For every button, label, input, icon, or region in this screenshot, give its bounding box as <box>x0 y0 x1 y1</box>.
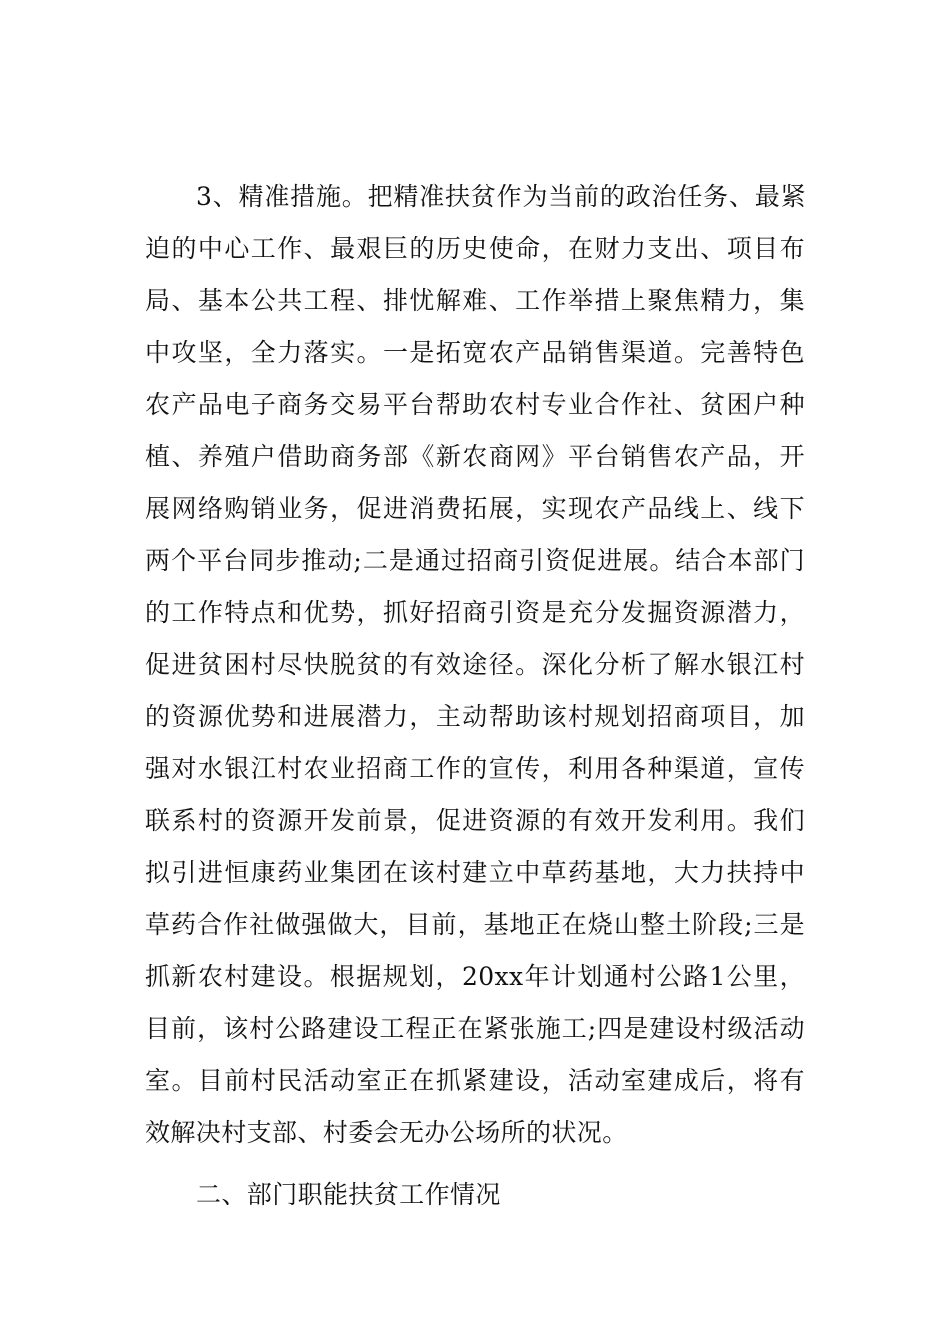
paragraph-line: 联系村的资源开发前景，促进资源的有效开发利用。我们 <box>145 806 805 835</box>
paragraph-line: 促进贫困村尽快脱贫的有效途径。深化分析了解水银江村 <box>145 650 805 679</box>
paragraph-line: 强对水银江村农业招商工作的宣传，利用各种渠道，宣传 <box>145 754 805 783</box>
paragraph-line: 局、基本公共工程、排忧解难、工作举措上聚焦精力，集 <box>145 286 805 315</box>
paragraph-line: 迫的中心工作、最艰巨的历史使命，在财力支出、项目布 <box>145 234 805 263</box>
paragraph-line: 的资源优势和进展潜力，主动帮助该村规划招商项目，加 <box>145 702 805 731</box>
paragraph-line: 拟引进恒康药业集团在该村建立中草药基地，大力扶持中 <box>145 858 805 887</box>
paragraph-line: 草药合作社做强做大，目前，基地正在烧山整土阶段;三是 <box>145 910 805 939</box>
section-heading: 二、部门职能扶贫工作情况 <box>196 1180 501 1209</box>
paragraph-line: 抓新农村建设。根据规划，20xx年计划通村公路1公里， <box>145 962 805 991</box>
paragraph-line: 展网络购销业务，促进消费拓展，实现农产品线上、线下 <box>145 494 805 523</box>
paragraph-line: 中攻坚，全力落实。一是拓宽农产品销售渠道。完善特色 <box>145 338 805 367</box>
paragraph-line: 的工作特点和优势，抓好招商引资是充分发掘资源潜力， <box>145 598 805 627</box>
paragraph-line: 室。目前村民活动室正在抓紧建设，活动室建成后，将有 <box>145 1066 805 1095</box>
paragraph-line: 效解决村支部、村委会无办公场所的状况。 <box>145 1118 628 1147</box>
paragraph-line: 植、养殖户借助商务部《新农商网》平台销售农产品，开 <box>145 442 805 471</box>
paragraph-line: 两个平台同步推动;二是通过招商引资促进展。结合本部门 <box>145 546 805 575</box>
paragraph-line: 目前，该村公路建设工程正在紧张施工;四是建设村级活动 <box>145 1014 805 1043</box>
paragraph-line: 农产品电子商务交易平台帮助农村专业合作社、贫困户种 <box>145 390 805 419</box>
paragraph-line: 3、精准措施。把精准扶贫作为当前的政治任务、最紧 <box>196 182 806 211</box>
